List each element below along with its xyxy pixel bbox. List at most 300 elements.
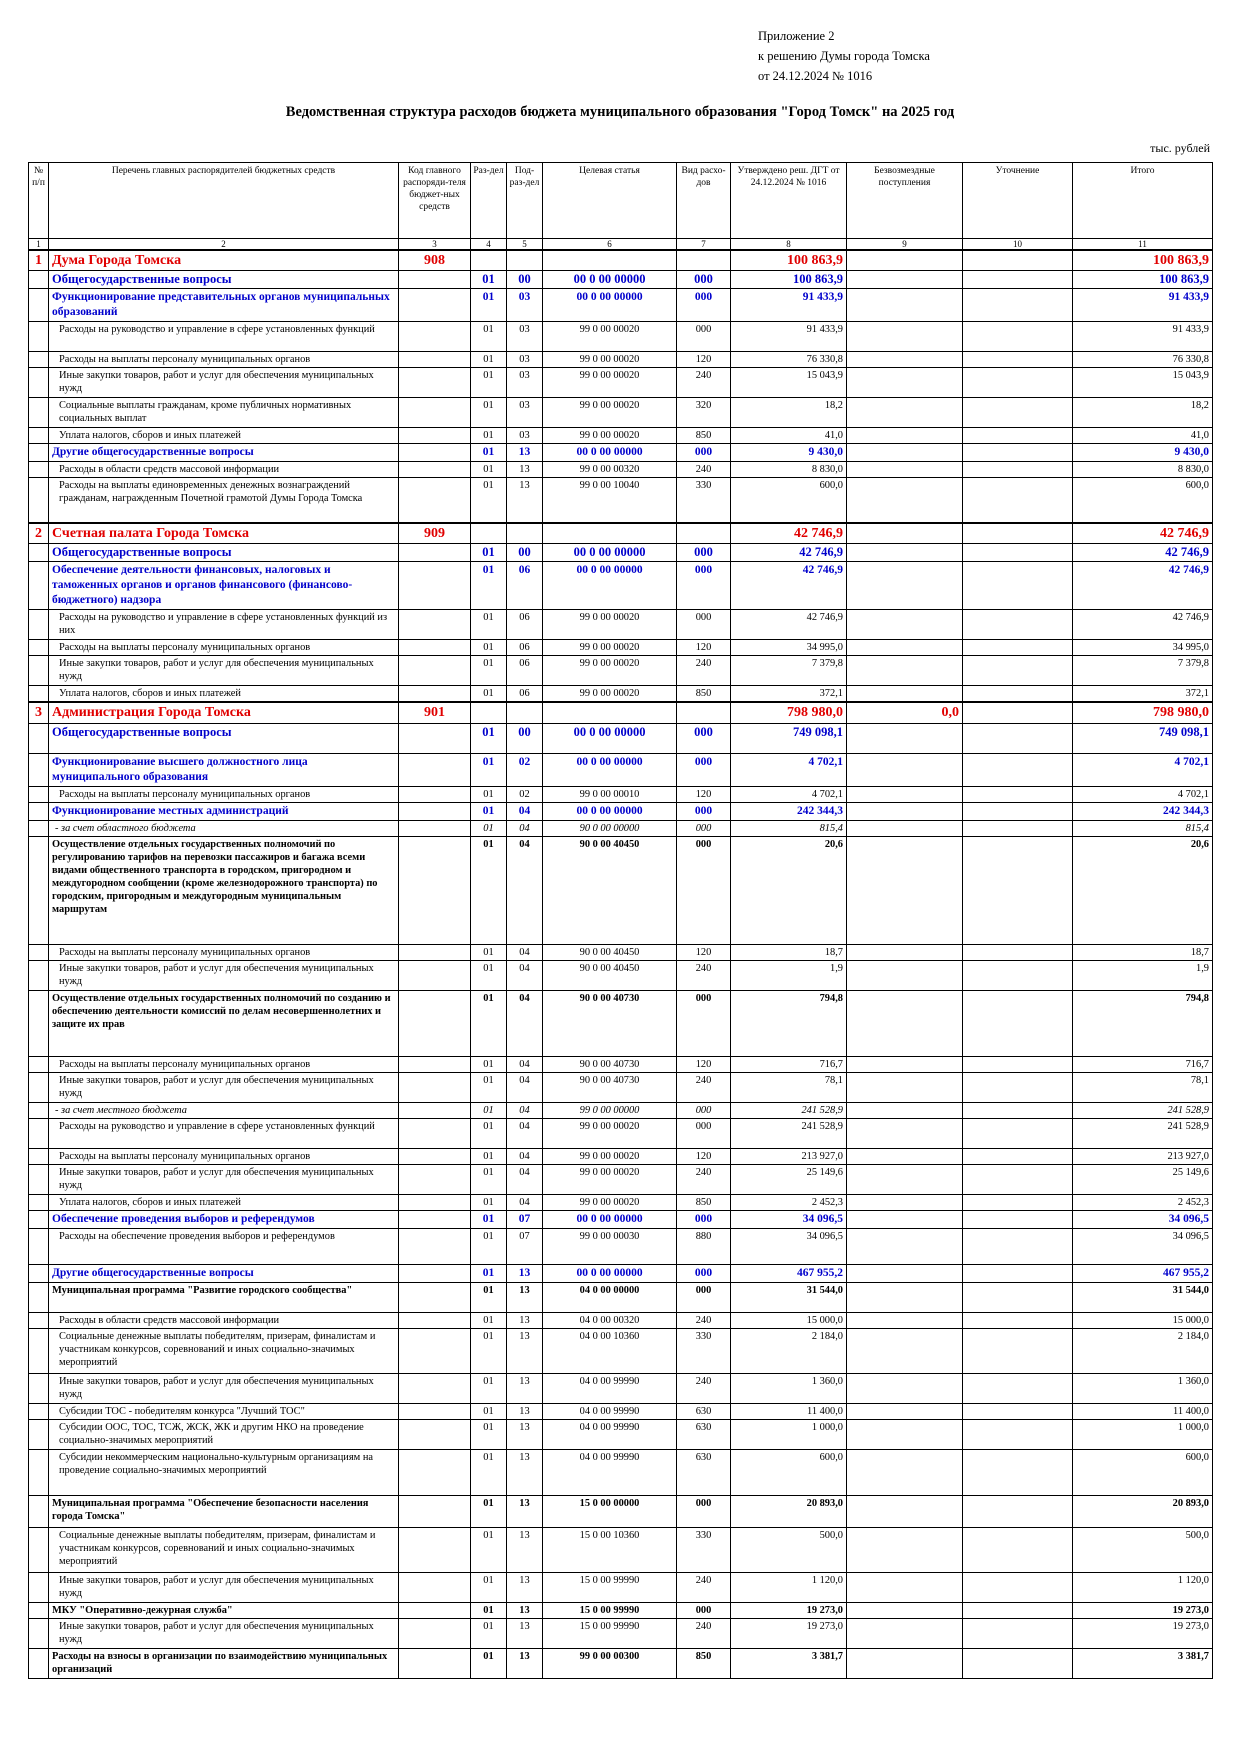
row-name: Обеспечение деятельности финансовых, налоговых и таможенных органов и органов финансового (финансово-бюджетного) надзора bbox=[49, 561, 399, 609]
row-expense-type: 850 bbox=[677, 685, 731, 702]
table-row bbox=[29, 609, 1213, 639]
row-adjustment bbox=[963, 1119, 1073, 1149]
row-target-article: 04 0 00 99990 bbox=[543, 1450, 677, 1496]
header-cell: Уточнение bbox=[963, 163, 1073, 239]
row-adjustment bbox=[963, 1103, 1073, 1119]
row-number bbox=[29, 754, 49, 787]
row-total: 15 043,9 bbox=[1073, 368, 1213, 398]
row-number: 3 bbox=[29, 702, 49, 724]
row-target-article: 99 0 00 00020 bbox=[543, 428, 677, 444]
row-total: 34 995,0 bbox=[1073, 639, 1213, 655]
row-grants bbox=[847, 1211, 963, 1229]
row-section: 01 bbox=[471, 368, 507, 398]
row-subsection: 04 bbox=[507, 1103, 543, 1119]
document-title: Ведомственная структура расходов бюджета муниципального образования "Город Томск" на 2025 год bbox=[285, 104, 955, 120]
row-code bbox=[399, 724, 471, 754]
col-number: 3 bbox=[399, 239, 471, 251]
row-section: 01 bbox=[471, 1329, 507, 1374]
row-grants bbox=[847, 837, 963, 945]
row-grants bbox=[847, 685, 963, 702]
row-grants bbox=[847, 1165, 963, 1195]
row-total: 41,0 bbox=[1073, 428, 1213, 444]
row-expense-type: 000 bbox=[677, 803, 731, 821]
row-number bbox=[29, 1420, 49, 1450]
header-cell: Безвозмездные поступления bbox=[847, 163, 963, 239]
row-expense-type: 240 bbox=[677, 1619, 731, 1649]
header-cell: Вид расхо-дов bbox=[677, 163, 731, 239]
row-name: Иные закупки товаров, работ и услуг для обеспечения муниципальных нужд bbox=[49, 655, 399, 685]
row-total: 1 000,0 bbox=[1073, 1420, 1213, 1450]
row-expense-type: 000 bbox=[677, 561, 731, 609]
row-approved: 467 955,2 bbox=[731, 1265, 847, 1283]
row-expense-type bbox=[677, 250, 731, 271]
row-name: Общегосударственные вопросы bbox=[49, 543, 399, 561]
row-name: Общегосударственные вопросы bbox=[49, 724, 399, 754]
row-section: 01 bbox=[471, 428, 507, 444]
row-section bbox=[471, 250, 507, 271]
row-target-article: 00 0 00 00000 bbox=[543, 754, 677, 787]
row-name: Расходы на руководство и управление в сфере установленных функций из них bbox=[49, 609, 399, 639]
row-section: 01 bbox=[471, 478, 507, 523]
row-name: Обеспечение проведения выборов и референдумов bbox=[49, 1211, 399, 1229]
row-code bbox=[399, 945, 471, 961]
appendix-line-2: к решению Думы города Томска bbox=[758, 49, 930, 63]
row-grants bbox=[847, 1619, 963, 1649]
row-target-article: 15 0 00 00000 bbox=[543, 1496, 677, 1528]
row-expense-type: 630 bbox=[677, 1450, 731, 1496]
row-adjustment bbox=[963, 523, 1073, 544]
row-code bbox=[399, 991, 471, 1057]
row-subsection bbox=[507, 523, 543, 544]
row-subsection: 13 bbox=[507, 1528, 543, 1573]
row-target-article: 04 0 00 10360 bbox=[543, 1329, 677, 1374]
row-section: 01 bbox=[471, 655, 507, 685]
row-target-article: 90 0 00 40730 bbox=[543, 1057, 677, 1073]
row-number bbox=[29, 1119, 49, 1149]
row-total: 241 528,9 bbox=[1073, 1119, 1213, 1149]
table-row bbox=[29, 1165, 1213, 1195]
row-code bbox=[399, 322, 471, 352]
row-code bbox=[399, 1119, 471, 1149]
row-approved: 3 381,7 bbox=[731, 1649, 847, 1679]
row-code bbox=[399, 1057, 471, 1073]
row-adjustment bbox=[963, 1149, 1073, 1165]
table-row bbox=[29, 821, 1213, 837]
row-expense-type: 000 bbox=[677, 754, 731, 787]
row-grants bbox=[847, 289, 963, 322]
row-code bbox=[399, 368, 471, 398]
row-name: Функционирование представительных органов муниципальных образований bbox=[49, 289, 399, 322]
row-approved: 42 746,9 bbox=[731, 561, 847, 609]
row-target-article: 00 0 00 00000 bbox=[543, 561, 677, 609]
row-total: 1,9 bbox=[1073, 961, 1213, 991]
row-total: 794,8 bbox=[1073, 991, 1213, 1057]
table-row bbox=[29, 368, 1213, 398]
row-subsection: 13 bbox=[507, 1420, 543, 1450]
row-name: Расходы на обеспечение проведения выборов и референдумов bbox=[49, 1229, 399, 1265]
row-total: 4 702,1 bbox=[1073, 787, 1213, 803]
row-subsection: 13 bbox=[507, 1573, 543, 1603]
row-target-article: 99 0 00 00020 bbox=[543, 352, 677, 368]
row-name: Расходы на выплаты персоналу муниципальных органов bbox=[49, 787, 399, 803]
row-adjustment bbox=[963, 352, 1073, 368]
row-number bbox=[29, 1165, 49, 1195]
row-name: Расходы на выплаты персоналу муниципальных органов bbox=[49, 639, 399, 655]
row-number bbox=[29, 1573, 49, 1603]
row-approved: 42 746,9 bbox=[731, 609, 847, 639]
row-name: Расходы в области средств массовой информации bbox=[49, 1313, 399, 1329]
row-number bbox=[29, 1649, 49, 1679]
table-row bbox=[29, 462, 1213, 478]
row-code bbox=[399, 1329, 471, 1374]
row-target-article: 99 0 00 00020 bbox=[543, 368, 677, 398]
row-section: 01 bbox=[471, 685, 507, 702]
row-number bbox=[29, 1603, 49, 1619]
row-expense-type: 000 bbox=[677, 322, 731, 352]
row-grants bbox=[847, 609, 963, 639]
table-row bbox=[29, 1404, 1213, 1420]
row-approved: 2 184,0 bbox=[731, 1329, 847, 1374]
row-approved: 241 528,9 bbox=[731, 1103, 847, 1119]
row-section: 01 bbox=[471, 271, 507, 289]
row-target-article bbox=[543, 702, 677, 724]
row-approved: 242 344,3 bbox=[731, 803, 847, 821]
row-grants bbox=[847, 1603, 963, 1619]
row-name: Субсидии ТОС - победителям конкурса "Лучший ТОС" bbox=[49, 1404, 399, 1420]
table-row bbox=[29, 1119, 1213, 1149]
row-section: 01 bbox=[471, 1649, 507, 1679]
row-expense-type: 630 bbox=[677, 1404, 731, 1420]
row-approved: 100 863,9 bbox=[731, 271, 847, 289]
row-number bbox=[29, 289, 49, 322]
row-subsection: 04 bbox=[507, 1119, 543, 1149]
row-number bbox=[29, 1229, 49, 1265]
row-name: Расходы в области средств массовой информации bbox=[49, 462, 399, 478]
row-expense-type: 000 bbox=[677, 1603, 731, 1619]
row-grants bbox=[847, 352, 963, 368]
row-code bbox=[399, 1283, 471, 1313]
row-name: Расходы на руководство и управление в сфере установленных функций bbox=[49, 322, 399, 352]
row-approved: 41,0 bbox=[731, 428, 847, 444]
col-number: 2 bbox=[49, 239, 399, 251]
row-grants bbox=[847, 1496, 963, 1528]
table-row bbox=[29, 1573, 1213, 1603]
row-grants bbox=[847, 250, 963, 271]
row-subsection: 13 bbox=[507, 1603, 543, 1619]
row-total: 91 433,9 bbox=[1073, 289, 1213, 322]
table-row bbox=[29, 1420, 1213, 1450]
table-row bbox=[29, 543, 1213, 561]
row-approved: 91 433,9 bbox=[731, 289, 847, 322]
column-number-row bbox=[29, 239, 1213, 251]
row-name: Иные закупки товаров, работ и услуг для обеспечения муниципальных нужд bbox=[49, 1073, 399, 1103]
units-label: тыс. рублей bbox=[1150, 141, 1210, 155]
row-expense-type: 000 bbox=[677, 837, 731, 945]
row-number bbox=[29, 444, 49, 462]
row-section: 01 bbox=[471, 1374, 507, 1404]
row-approved: 34 096,5 bbox=[731, 1229, 847, 1265]
row-number bbox=[29, 1057, 49, 1073]
row-grants bbox=[847, 991, 963, 1057]
row-number bbox=[29, 543, 49, 561]
row-total: 500,0 bbox=[1073, 1528, 1213, 1573]
row-expense-type: 120 bbox=[677, 1057, 731, 1073]
row-approved: 34 096,5 bbox=[731, 1211, 847, 1229]
row-subsection: 03 bbox=[507, 398, 543, 428]
table-row bbox=[29, 1195, 1213, 1211]
row-expense-type: 000 bbox=[677, 271, 731, 289]
row-grants bbox=[847, 1450, 963, 1496]
row-name: Расходы на выплаты персоналу муниципальных органов bbox=[49, 1149, 399, 1165]
row-section: 01 bbox=[471, 462, 507, 478]
row-total: 2 184,0 bbox=[1073, 1329, 1213, 1374]
table-row bbox=[29, 754, 1213, 787]
col-number: 4 bbox=[471, 239, 507, 251]
row-adjustment bbox=[963, 1420, 1073, 1450]
row-name: Расходы на руководство и управление в сфере установленных функций bbox=[49, 1119, 399, 1149]
row-adjustment bbox=[963, 1450, 1073, 1496]
row-subsection bbox=[507, 250, 543, 271]
row-name: Функционирование высшего должностного лица муниципального образования bbox=[49, 754, 399, 787]
row-approved: 15 043,9 bbox=[731, 368, 847, 398]
row-number bbox=[29, 1404, 49, 1420]
row-approved: 241 528,9 bbox=[731, 1119, 847, 1149]
row-total: 100 863,9 bbox=[1073, 271, 1213, 289]
row-grants bbox=[847, 1404, 963, 1420]
row-code bbox=[399, 787, 471, 803]
row-adjustment bbox=[963, 1496, 1073, 1528]
table-row bbox=[29, 655, 1213, 685]
row-adjustment bbox=[963, 837, 1073, 945]
row-approved: 2 452,3 bbox=[731, 1195, 847, 1211]
row-number bbox=[29, 1619, 49, 1649]
row-grants: 0,0 bbox=[847, 702, 963, 724]
row-subsection: 04 bbox=[507, 821, 543, 837]
row-code bbox=[399, 1496, 471, 1528]
row-number bbox=[29, 398, 49, 428]
table-row bbox=[29, 352, 1213, 368]
row-total: 100 863,9 bbox=[1073, 250, 1213, 271]
row-subsection: 04 bbox=[507, 1073, 543, 1103]
row-section: 01 bbox=[471, 1573, 507, 1603]
row-subsection: 02 bbox=[507, 787, 543, 803]
row-number bbox=[29, 478, 49, 523]
row-adjustment bbox=[963, 271, 1073, 289]
row-adjustment bbox=[963, 478, 1073, 523]
row-code bbox=[399, 1528, 471, 1573]
row-total: 76 330,8 bbox=[1073, 352, 1213, 368]
row-approved: 4 702,1 bbox=[731, 754, 847, 787]
row-expense-type: 240 bbox=[677, 1313, 731, 1329]
row-grants bbox=[847, 1313, 963, 1329]
row-number bbox=[29, 639, 49, 655]
row-name: Другие общегосударственные вопросы bbox=[49, 444, 399, 462]
row-number bbox=[29, 352, 49, 368]
row-target-article: 15 0 00 10360 bbox=[543, 1528, 677, 1573]
row-number bbox=[29, 271, 49, 289]
row-code bbox=[399, 462, 471, 478]
table-row bbox=[29, 398, 1213, 428]
row-expense-type: 000 bbox=[677, 289, 731, 322]
row-code bbox=[399, 837, 471, 945]
header-cell: Итого bbox=[1073, 163, 1213, 239]
col-number: 11 bbox=[1073, 239, 1213, 251]
row-code bbox=[399, 1195, 471, 1211]
row-name: Администрация Города Томска bbox=[49, 702, 399, 724]
row-number bbox=[29, 821, 49, 837]
row-approved: 18,2 bbox=[731, 398, 847, 428]
row-section: 01 bbox=[471, 1603, 507, 1619]
row-total: 78,1 bbox=[1073, 1073, 1213, 1103]
row-name: Расходы на выплаты персоналу муниципальных органов bbox=[49, 352, 399, 368]
row-target-article: 15 0 00 99990 bbox=[543, 1619, 677, 1649]
col-number: 6 bbox=[543, 239, 677, 251]
row-grants bbox=[847, 1528, 963, 1573]
row-section: 01 bbox=[471, 561, 507, 609]
row-code bbox=[399, 271, 471, 289]
row-code bbox=[399, 1103, 471, 1119]
row-approved: 1,9 bbox=[731, 961, 847, 991]
table-row bbox=[29, 1619, 1213, 1649]
row-code bbox=[399, 543, 471, 561]
row-expense-type: 240 bbox=[677, 1073, 731, 1103]
row-number bbox=[29, 462, 49, 478]
row-total: 372,1 bbox=[1073, 685, 1213, 702]
row-number bbox=[29, 1283, 49, 1313]
row-expense-type: 000 bbox=[677, 724, 731, 754]
row-subsection: 04 bbox=[507, 991, 543, 1057]
row-grants bbox=[847, 271, 963, 289]
row-section: 01 bbox=[471, 1165, 507, 1195]
row-grants bbox=[847, 1283, 963, 1313]
row-target-article: 00 0 00 00000 bbox=[543, 803, 677, 821]
row-approved: 78,1 bbox=[731, 1073, 847, 1103]
row-expense-type: 000 bbox=[677, 1283, 731, 1313]
row-approved: 600,0 bbox=[731, 478, 847, 523]
row-subsection: 06 bbox=[507, 609, 543, 639]
row-approved: 600,0 bbox=[731, 1450, 847, 1496]
row-target-article: 04 0 00 00320 bbox=[543, 1313, 677, 1329]
row-adjustment bbox=[963, 639, 1073, 655]
row-grants bbox=[847, 1420, 963, 1450]
row-code bbox=[399, 289, 471, 322]
row-section: 01 bbox=[471, 1313, 507, 1329]
row-name: Осуществление отдельных государственных полномочий по регулированию тарифов на перевозки пассажиров и багажа всеми видами общественного транспорта в городском, пригородном и междугородном сообщении (кроме железнодорожного транспорта) по городским, пригородным и междугородным муниципальным маршрутам bbox=[49, 837, 399, 945]
row-adjustment bbox=[963, 1057, 1073, 1073]
row-section: 01 bbox=[471, 1265, 507, 1283]
row-subsection: 06 bbox=[507, 685, 543, 702]
row-code: 909 bbox=[399, 523, 471, 544]
table-row bbox=[29, 945, 1213, 961]
row-expense-type bbox=[677, 523, 731, 544]
row-number bbox=[29, 991, 49, 1057]
row-subsection: 03 bbox=[507, 368, 543, 398]
row-number bbox=[29, 787, 49, 803]
row-approved: 1 360,0 bbox=[731, 1374, 847, 1404]
row-target-article: 99 0 00 00030 bbox=[543, 1229, 677, 1265]
row-section: 01 bbox=[471, 754, 507, 787]
row-expense-type: 330 bbox=[677, 1329, 731, 1374]
row-adjustment bbox=[963, 787, 1073, 803]
row-grants bbox=[847, 1057, 963, 1073]
row-total: 600,0 bbox=[1073, 478, 1213, 523]
row-target-article: 00 0 00 00000 bbox=[543, 289, 677, 322]
row-expense-type: 000 bbox=[677, 991, 731, 1057]
row-adjustment bbox=[963, 398, 1073, 428]
row-name: Функционирование местных администраций bbox=[49, 803, 399, 821]
row-adjustment bbox=[963, 1619, 1073, 1649]
row-grants bbox=[847, 1149, 963, 1165]
row-code bbox=[399, 961, 471, 991]
row-number: 2 bbox=[29, 523, 49, 544]
row-grants bbox=[847, 1103, 963, 1119]
row-subsection: 13 bbox=[507, 1283, 543, 1313]
row-code bbox=[399, 428, 471, 444]
row-approved: 42 746,9 bbox=[731, 543, 847, 561]
row-expense-type: 120 bbox=[677, 639, 731, 655]
row-grants bbox=[847, 821, 963, 837]
row-code bbox=[399, 478, 471, 523]
header-cell: № п/п bbox=[29, 163, 49, 239]
row-section: 01 bbox=[471, 1229, 507, 1265]
header-cell: Целевая статья bbox=[543, 163, 677, 239]
row-approved: 91 433,9 bbox=[731, 322, 847, 352]
table-row bbox=[29, 271, 1213, 289]
row-expense-type: 000 bbox=[677, 609, 731, 639]
header-cell: Утверждено реш. ДГТ от 24.12.2024 № 1016 bbox=[731, 163, 847, 239]
row-code bbox=[399, 1573, 471, 1603]
row-expense-type: 240 bbox=[677, 462, 731, 478]
row-target-article bbox=[543, 523, 677, 544]
row-adjustment bbox=[963, 1283, 1073, 1313]
row-code bbox=[399, 685, 471, 702]
row-section: 01 bbox=[471, 398, 507, 428]
row-total: 18,2 bbox=[1073, 398, 1213, 428]
row-total: 34 096,5 bbox=[1073, 1229, 1213, 1265]
table-row bbox=[29, 1103, 1213, 1119]
table-row bbox=[29, 1211, 1213, 1229]
row-section: 01 bbox=[471, 1195, 507, 1211]
row-target-article: 00 0 00 00000 bbox=[543, 1265, 677, 1283]
row-grants bbox=[847, 1649, 963, 1679]
row-section: 01 bbox=[471, 639, 507, 655]
row-adjustment bbox=[963, 250, 1073, 271]
row-name: - за счет местного бюджета bbox=[49, 1103, 399, 1119]
row-target-article: 99 0 00 00010 bbox=[543, 787, 677, 803]
row-total: 42 746,9 bbox=[1073, 561, 1213, 609]
row-target-article: 99 0 00 00020 bbox=[543, 655, 677, 685]
row-expense-type: 330 bbox=[677, 478, 731, 523]
table-row bbox=[29, 1229, 1213, 1265]
row-adjustment bbox=[963, 543, 1073, 561]
table-row bbox=[29, 1313, 1213, 1329]
row-expense-type: 120 bbox=[677, 352, 731, 368]
row-approved: 20,6 bbox=[731, 837, 847, 945]
row-subsection: 04 bbox=[507, 837, 543, 945]
row-total: 798 980,0 bbox=[1073, 702, 1213, 724]
row-subsection: 13 bbox=[507, 444, 543, 462]
table-row bbox=[29, 478, 1213, 523]
row-adjustment bbox=[963, 1195, 1073, 1211]
table-row bbox=[29, 322, 1213, 352]
row-number bbox=[29, 803, 49, 821]
row-target-article: 99 0 00 00020 bbox=[543, 1165, 677, 1195]
row-code bbox=[399, 1073, 471, 1103]
row-adjustment bbox=[963, 322, 1073, 352]
row-number bbox=[29, 1195, 49, 1211]
row-approved: 4 702,1 bbox=[731, 787, 847, 803]
row-total: 11 400,0 bbox=[1073, 1404, 1213, 1420]
